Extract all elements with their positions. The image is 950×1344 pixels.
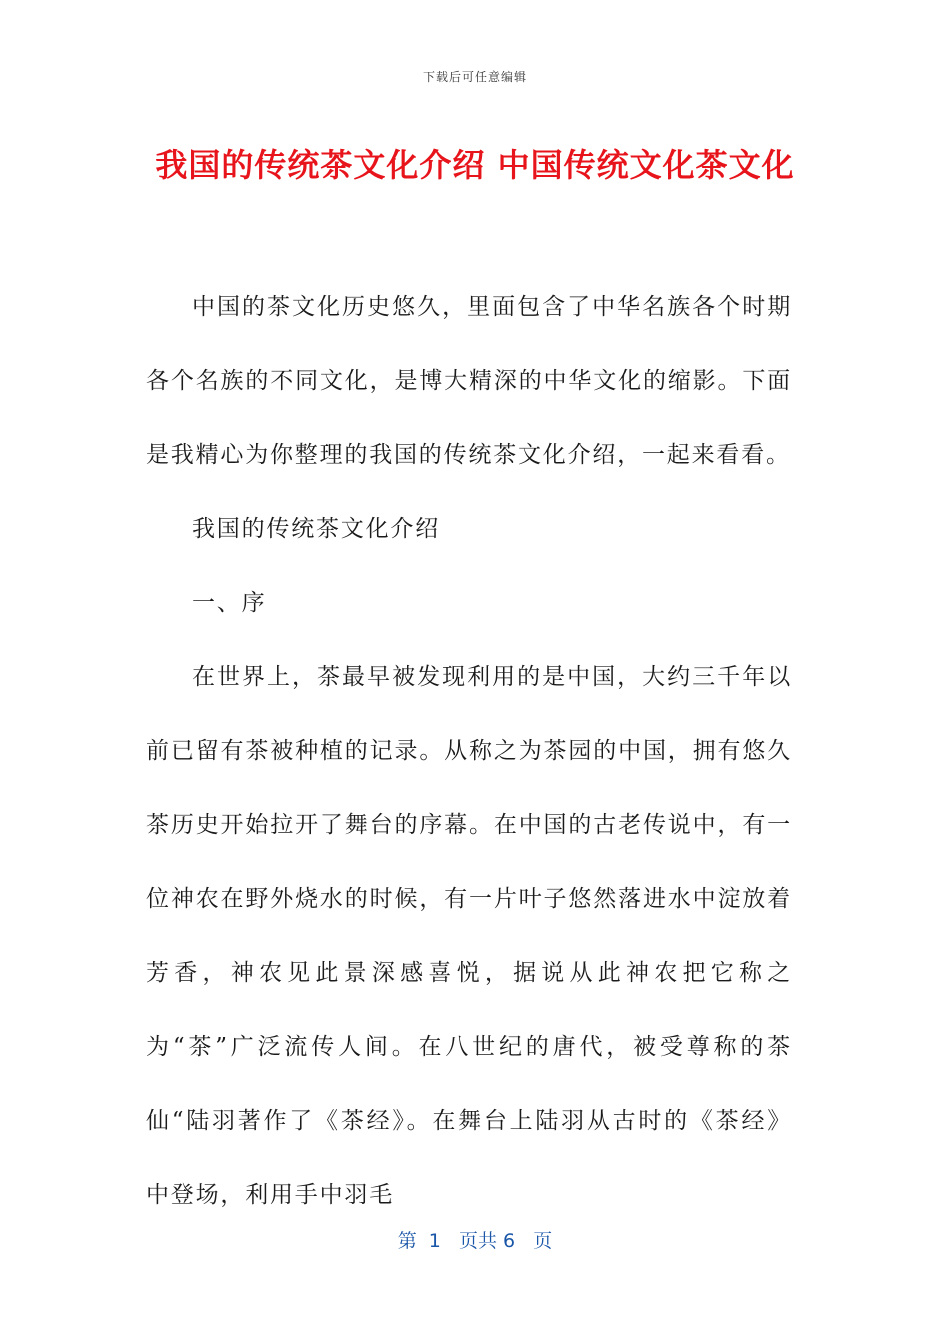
document-body: [146, 270, 792, 1232]
header-note: 下载后可任意编辑: [422, 70, 527, 84]
subsection-heading: 一、序: [192, 590, 267, 616]
page-number-footer: 第 1 页共 6 页: [397, 1230, 553, 1252]
document-title: 我国的传统茶文化介绍 中国传统文化茶文化: [155, 146, 795, 184]
section-heading: 我国的传统茶文化介绍: [192, 516, 440, 542]
paragraph-intro: 中国的茶文化历史悠久，里面包含了中华名族各个时期各个名族的不同文化，是博大精深的中华文化的缩影。下面是我精心为你整理的我国的传统茶文化介绍，一起来看看。: [146, 294, 792, 468]
paragraph-history: 在世界上，茶最早被发现利用的是中国，大约三千年以前已留有茶被种植的记录。从称之为茶园的中国，拥有悠久茶历史开始拉开了舞台的序幕。在中国的古老传说中，有一位神农在野外烧水的时候，有一片叶子悠然落进水中淀放着芳香，神农见此景深感喜悦，据说从此神农把它称之为“茶”广泛流传人间。在八世纪的唐代，被受尊称的茶仙“陆羽著作了《茶经》。在舞台上陆羽从古时的《茶经》中登场，利用手中羽毛: [146, 664, 792, 1208]
